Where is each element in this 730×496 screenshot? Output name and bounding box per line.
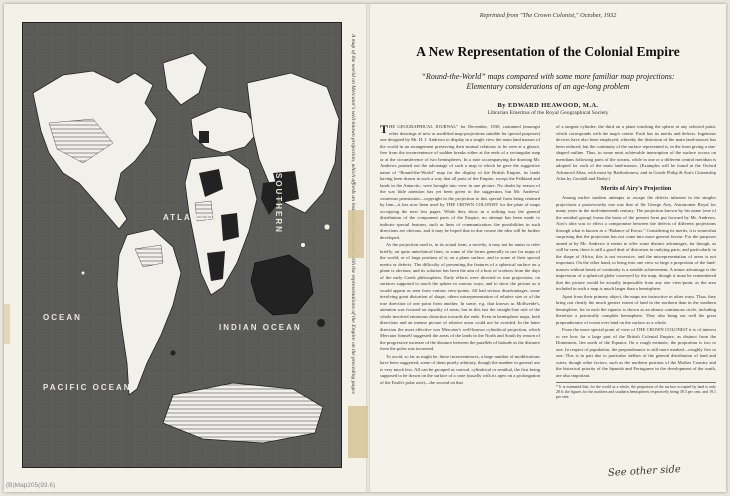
tape-strip [348,406,368,458]
tape-strip [348,210,364,258]
affiliation: Librarian Emeritus of the Royal Geographical Society [487,110,609,116]
label-pacific: PACIFIC OCEAN [43,383,132,392]
label-southern: SOUTHERN [274,173,283,234]
article-subtitle: “Round-the-World” maps compared with some more familiar map projections: Elementary considerations of an age-long problem [421,72,675,91]
footnote: * It is estimated that, for the world as a whole, the proportion of the surface occupied by land is only 28.6; the figures for the northern and southern hemispheres respectively being 39.3 per cent. and 19.1 per cent. [556,382,716,401]
reprint-line: Reprinted from "The Crown Colonist," October, 1932 [479,12,617,19]
right-page [370,4,726,492]
dropcap: T [380,124,389,136]
paragraph: As the projection used is, in its actual form, a novelty, it may not be amiss to refer briefly, on quite untechnical lines, to some of the forms generally in use for maps of the world, or of large portions of it, on a plane surface, and to some of their special merits or defects. The difficulty of presenting the features of a spherical surface on a plane is obvious; and its solution has been the aim of a host of workers from the days of the early Greek philosophers. Early efforts were directed to true projections, on surfaces supposed to touch the sphere in various ways, and to show the picture as it would appear as seen from various view-points. All had serious disadvantages, some involving great distortion of shape, others misrepresentation of relative size or of the true direction of one point from another. In some, e.g. that known as Mollweide's, attention was focused on equality of areas, but in this last the straight-line rule of the whole involved enormous distortion towards the ends. Even in hemisphere maps, both directions and an intense picture of relative areas could not be avoided. In the latter direction the most effective was Mercator's well-known cylindrical projection, which Mercator himself suggested the areas of the lands in the North and South by reason of the progressive increase of the distance between the parallels of latitude as the distance from the poles was increased. [380,242,540,351]
paragraph: From the more special point of view of THE CROWN COLONIST it is of interest to see how far a large part of the British Colonial Empire, as distinct from the Dominions, lies north of the Equator. On a rough estimate, the proportion is two to one. In respect of population, the preponderance is still more marked—roughly five to one. This is in part due to particular stellars of the general distribution of land and water, though other factors, such as the northern position of the Mother Country and the historical priority of the Spanish and Portuguese in the development of the south, are also important. [556,327,716,378]
left-page [4,4,366,492]
document-spread [4,4,726,492]
paragraph: Among earlier modern attempts to escape the defects inherent in the simpler projections a praiseworthy one was that of Sir George Airy, Astronomer Royal for many years in the mid-nineteenth century. The projection known by his name (one of the zenithal group) forms the basis of the present form put forward by Mr. Andrews. Airy's idea was to effect a compromise between the defects of different projections through what is known as a “Balance of Errors.” Considering its merits, it is somewhat surprising that the projection has not come into more general favour. For the purposes aimed at by Mr. Andrews it seems to offer some distinct advantages, for though, as will be seen, there is still a good deal of distortion in outlying parts, and particularly in the shape of Africa, this is not excessive, and the misrepresentation of areas is not important. On the other hand, to bring into one view so large a proportion of the land-masses without break of continuity is a notable achievement. A minor advantage is the impression of a spherical globe conveyed by the map, though it must be remembered that the picture would be actually impossible from any one view-point, as the area included in such a map is much larger than a hemisphere. [556,195,716,291]
paragraph-text: HE GEOGRAPHICAL JOURNAL” for December, 1930, contained (amongst other drawings of new or modified map-projections suitable for special purposes) one designed by Mr. H. J. Andrews to display in a single view the main land masses of the world in an arrangement preserving their mutual relations to be seen at a glance, free from the inconvenience of sudden breaks either at the ends of a rectangular map or at the circumference of two hemispheres. In a note accompanying the drawing Mr. Andrews pointed out the advantage of such a map to which he gave the suggestive name of “Round-the-World” map for the display of the British Empire, its lands having been drawn in such a way that all parts of the Empire, except the Falkland and lands in the Antarctic, were brought into view in one picture. No doubt by reason of the war little attention has yet been given to the suggestion, but Mr. Andrews' courteous permission—copyright in the projection to this special form being retained by him—it has now been used by THE CROWN COLONIST for the plate of maps occupying the next few pages. While they show in a striking way the general distribution of the component parts of the Empire, no attempt has been made to indicate special features, such as lines of communication: the possibilities in such directions are obvious, and it may be hoped that in due course the idea will be further developed. [380,124,540,240]
label-ocean-west: OCEAN [43,313,82,322]
text-column-right [556,124,716,480]
text-column-left [380,124,540,480]
paragraph: Apart from their primary object, the maps are instructive in other ways. Thus, they bring out clearly the much greater extent of land in the northern than in the southern hemisphere, for in each the equator is shown as an almost continuous circle, including therefore a practically complete hemisphere. They also bring out well the great preponderance of ocean over land on the surface as a whole. [556,293,716,325]
map-graphic [23,23,341,467]
paragraph: To avoid, so far as might be, these inconveniences, a large number of modifications have been suggested, some of them purely arbitrary, though the number in general use is very much less. All can be grouped as conical, cylindrical or zenithal, the first being supposed to be drawn on the surface of a cone (usually with its apex on a prolongation of the Earth's polar axis)—the second on that [380,353,540,385]
section-heading: Merits of Airy's Projection [600,184,672,192]
paragraph: of a tangent cylinder; the third on a plane touching the sphere at any selected point, which corresponds with the map's centre. Each has its merits and defects. Ingenious devices have also been employed, whereby the distortion of the main land-masses has been reduced, but the continuity of the surface represented is, in the form giving a star-shaped outline. Thus, in some most achievable interruption of the surface occurs on meridians following parts of the oceans, while in one or a different central meridian is adopted for each of the main land-masses. (Examples will be found in the Oxford Advanced Atlas, with most by Bartholomew, and in Goode Philip & Son's Citizenship Atlas by Goodall and Darby.) [556,124,716,181]
label-indian-ocean: INDIAN OCEAN [219,323,302,332]
tape-strip [4,304,10,344]
paragraph [380,124,540,241]
world-map [22,22,342,468]
byline: By EDWARD HEAWOOD, M.A. [497,102,599,109]
handwritten-note: See other side [607,464,682,479]
article-title: A New Representation of the Colonial Empire [416,44,680,59]
shelfmark: (B)Map205(93.6) [6,482,56,489]
label-atlantic: ATLANTIC [163,213,219,222]
